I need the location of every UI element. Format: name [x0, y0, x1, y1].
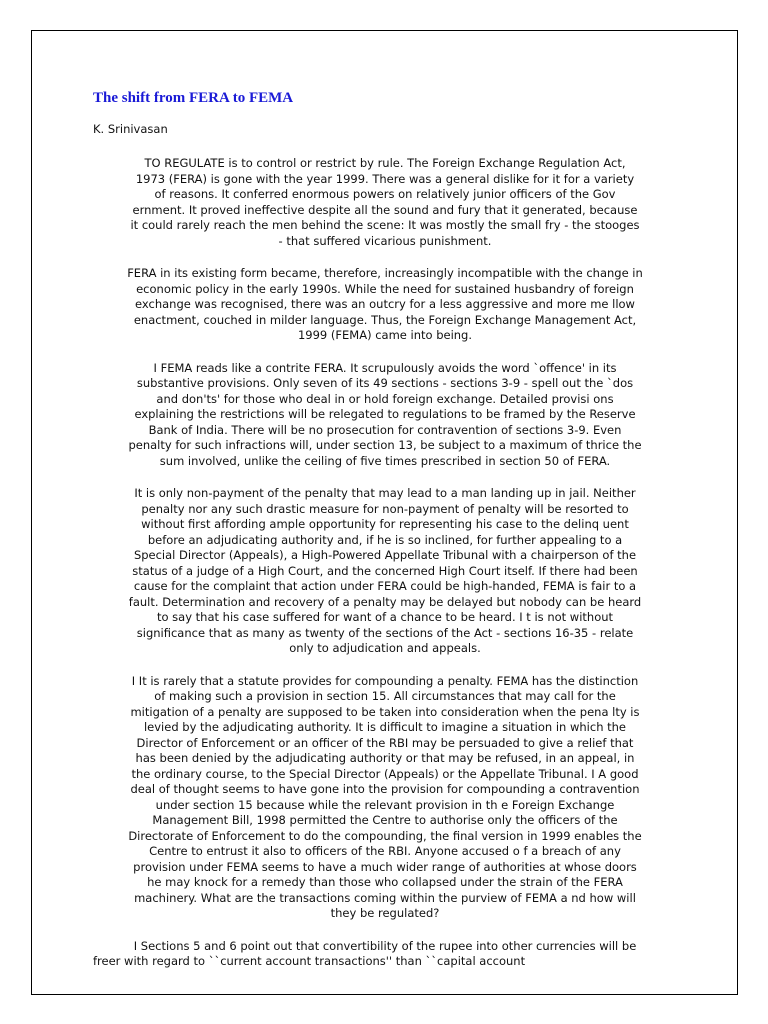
paragraph-line: of reasons. It conferred enormous powers on relatively junior officers of the Gov [154, 187, 616, 201]
paragraph-line: Directorate of Enforcement to do the compounding, the final version in 1999 enables the [128, 828, 642, 843]
paragraph-line: fault. Determination and recovery of a penalty may be delayed but nobody can be heard [128, 594, 642, 609]
paragraph-line: has been denied by the adjudicating authority or that may be refused, in an appeal, in [135, 751, 635, 765]
paragraph-line: ernment. It proved ineffective despite all the sound and fury that it generated, because [132, 202, 638, 217]
paragraph-line: Director of Enforcement or an officer of the RBI may be persuaded to give a relief that [136, 735, 634, 750]
paragraph-line: penalty nor any such drastic measure for non-payment of penalty will be resorted to [141, 501, 629, 516]
paragraph-line: TO REGULATE is to control or restrict by rule. The Foreign Exchange Regulation Act, [144, 156, 626, 170]
paragraph-line: status of a judge of a High Court, and the concerned High Court itself. If there had been [132, 563, 638, 578]
paragraph-line: exchange was recognised, there was an outcry for a less aggressive and more me llow [135, 297, 635, 311]
paragraph-line: he may knock for a remedy than those who collapsed under the strain of the FERA [147, 875, 623, 889]
paragraph-line: Management Bill, 1998 permitted the Centre to authorise only the officers of the [152, 813, 618, 827]
paragraph [93, 486, 677, 657]
paragraph-line: freer with regard to ``current account transactions'' than ``capital account [93, 954, 526, 968]
paragraph-line: without first affording ample opportunity for representing his case to the delinq uent [141, 517, 629, 531]
paragraph-line: deal of thought seems to have gone into the provision for compounding a contravention [130, 782, 640, 796]
paragraph-line: of making such a provision in section 15. All circumstances that may call for the [154, 689, 616, 703]
paragraph-line: substantive provisions. Only seven of its 49 sections - sections 3-9 - spell out the `dos [136, 376, 634, 390]
article [93, 88, 677, 987]
paragraph-line: - that suffered vicarious punishment. [278, 233, 492, 248]
paragraph [93, 361, 677, 470]
paragraph [93, 266, 677, 344]
paragraph-line: explaining the restrictions will be relegated to regulations to be framed by the Reserve [134, 407, 636, 421]
paragraph-line: Special Director (Appeals), a High-Powered Appellate Tribunal with a chairperson of the [133, 548, 637, 562]
paragraph-line: I It is rarely that a statute provides for compounding a penalty. FEMA has the distinction [131, 673, 639, 688]
paragraph-line: Bank of India. There will be no prosecution for contravention of sections 3-9. Even [148, 422, 622, 437]
paragraph-line: levied by the adjudicating authority. It is difficult to imagine a situation in which the [143, 720, 627, 734]
article-title: The shift from FERA to FEMA [93, 90, 294, 106]
paragraph-line: only to adjudication and appeals. [289, 641, 481, 655]
paragraph-line: sum involved, unlike the ceiling of five times prescribed in section 50 of FERA. [159, 453, 611, 468]
paragraph-line: under section 15 because while the relevant provision in th e Foreign Exchange [155, 797, 615, 812]
paragraph-line: machinery. What are the transactions coming within the purview of FEMA a nd how will [134, 890, 636, 905]
article-body [93, 156, 677, 970]
paragraph-line: It is only non-payment of the penalty that may lead to a man landing up in jail. Neither [134, 486, 636, 500]
paragraph-line: penalty for such infractions will, under section 13, be subject to a maximum of thrice the [128, 438, 642, 452]
paragraph-line: FERA in its existing form became, therefore, increasingly incompatible with the change in [127, 266, 643, 280]
paragraph-line: they be regulated? [330, 906, 440, 920]
paragraph [93, 939, 677, 970]
paragraph-line: significance that as many as twenty of the sections of the Act - sections 16-35 - relate [136, 625, 634, 640]
paragraph-line: provision under FEMA seems to have a much wider range of authorities at whose doors [133, 859, 637, 874]
paragraph-line: I FEMA reads like a contrite FERA. It scrupulously avoids the word `offence' in its [153, 360, 617, 375]
paragraph-line: Centre to entrust it also to officers of the RBI. Anyone accused o f a breach of any [149, 844, 621, 858]
paragraph-line: the ordinary course, to the Special Director (Appeals) or the Appellate Tribunal. I A good [131, 766, 639, 781]
paragraph-line: 1999 (FEMA) came into being. [297, 328, 473, 342]
paragraph-line: mitigation of a penalty are supposed to be taken into consideration when the pena lty is [130, 704, 640, 719]
paragraph-line: cause for the complaint that action under FERA could be high-handed, FEMA is fair to a [133, 579, 637, 593]
paragraph-line: 1973 (FERA) is gone with the year 1999. There was a general dislike for it for a variety [135, 171, 635, 186]
paragraph-line: economic policy in the early 1990s. While the need for sustained husbandry of foreign [136, 281, 634, 296]
article-author: K. Srinivasan [93, 122, 168, 136]
paragraph-line: I Sections 5 and 6 point out that convertibility of the rupee into other currencies will be [133, 938, 637, 953]
paragraph [93, 156, 677, 249]
paragraph-line: to say that his case suffered for want of a chance to be heard. I t is not without [156, 610, 614, 624]
paragraph-line: it could rarely reach the men behind the scene: It was mostly the small fry - the stooges [130, 218, 640, 232]
paragraph [93, 674, 677, 922]
paragraph-line: enactment, couched in milder language. Thus, the Foreign Exchange Management Act, [133, 312, 637, 327]
paragraph-line: before an adjudicating authority and, if he is so inclined, for further appealing to a [147, 532, 623, 547]
paragraph-line: and don'ts' for those who deal in or hold foreign exchange. Detailed provisi ons [156, 391, 614, 406]
